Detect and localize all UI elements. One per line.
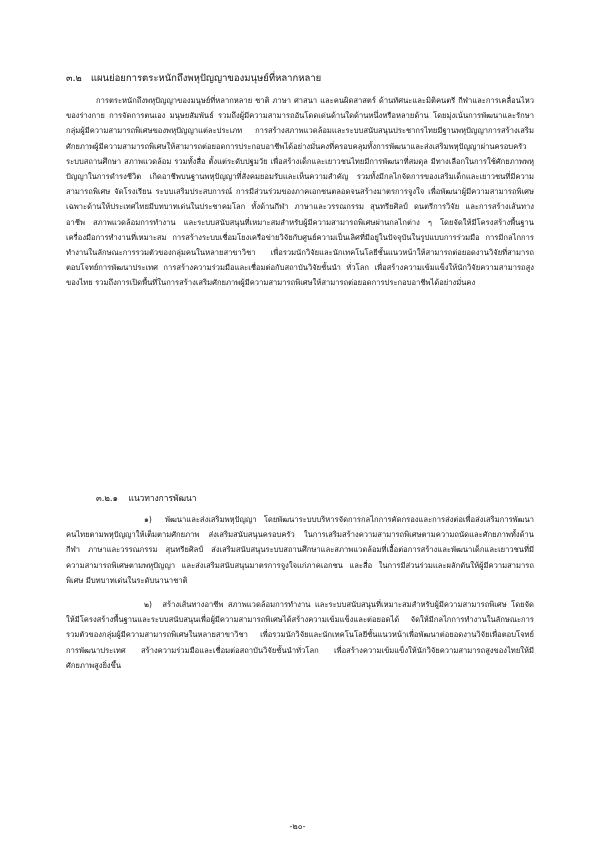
section-heading [66,72,321,85]
list-item [66,597,534,673]
section-title: แผนย่อยการตระหนักถึงพหุปัญญาของมนุษย์ที่หลากหลาย [90,73,322,84]
item-number: ๒) [144,600,152,609]
subsection-number: ๓.๒.๑ [96,493,118,503]
intro-paragraph: การตระหนักถึงพหุปัญญาของมนุษย์ที่หลากหลาย ชาติ ภาษา ศาสนา และคนผิดสาสตร์ ด้านทัศนะและมิติคนตรี กีฬาและการเคลื่อนไหวของร่างกาย การจัดการตนเอง มนุษยสัมพันธ์ รวมถึงผู้มีความสามารถอันโดดเด่นด้านใดด้านหนึ่งหรือหลายด้าน โดยมุ่งเน้นการพัฒนาและรักษากลุ่มผู้มีความสามารถพิเศษของพหุปัญญาแต่ละประเภท การสร้างสภาพแวดล้อมและระบบสนับสนุนประชากรไทยมีฐานพหุปัญญาการสร้างเสริมศักยภาพผู้มีความสามารถพิเศษให้สามารถต่อยอดการประกอบอาชีพได้อย่างมั่นคงที่ครอบคลุมทั้งการพัฒนาและส่งเสริมพหุปัญญาผ่านครอบครัว ระบบสถานศึกษา สภาพแวดล้อม รวมทั้งสื่อ ตั้งแต่ระดับปฐมวัย เพื่อสร้างเด็กและเยาวชนไทยมีการพัฒนาที่สมดุล มีทางเลือกในการใช้ศักยภาพพหุปัญญาในการดำรงชีวิต เกิดอาชีพบนฐานพหุปัญญาที่สังคมยอมรับและเห็นความสำคัญ รวมทั้งมีกลไกจัดการของเสริมเด็กและเยาวชนที่มีความสามารถพิเศษ จัดโรงเรียน ระบบเสริมประสบการณ์ การมีส่วนร่วมของภาคเอกชนตลอดจนสร้างมาตรการจูงใจ เพื่อพัฒนาผู้มีความสามารถพิเศษเฉพาะด้านให้ประเทศไทยมีบทบาทเด่นในประชาคมโลก ทั้งด้านกีฬา ภาษาและวรรณกรรม สุนทรียศิลป์ ดนตรีการวิจัย และการสร้างเส้นทางอาชีพ สภาพแวดล้อมการทำงาน และระบบสนับสนุนที่เหมาะสมสำหรับผู้มีความสามารถพิเศษผ่านกลไกต่าง ๆ โดยจัดให้มีโครงสร้างพื้นฐาน เครื่องมือการทำงานที่เหมาะสม การสร้างระบบเชื่อมโยงเครือข่ายวิจัยกับศูนย์ความเป็นเลิศที่มีอยู่ในปัจจุบันในรูปแบบการร่วมมือ การมีกลไกการทำงานในลักษณะการรวมตัวของกลุ่มคนในหลายสาขาวิชา เพื่อรวมนักวิจัยและนักเทคโนโลยีชั้นแนวหน้าให้สามารถต่อยอดงานวิจัยที่สามารถตอบโจทย์การพัฒนาประเทศ การสร้างความร่วมมือและเชื่อมต่อกับสถาบันวิจัยชั้นนำ ทั่วโลก เพื่อสร้างความเข้มแข็งให้นักวิจัยความสามารถสูงของไทย รวมถึงการเปิดพื้นที่ในการสร้างเสริมศักยภาพผู้มีความสามารถพิเศษให้สามารถต่อยอดการประกอบอาชีพได้อย่างมั่นคง [66,96,534,288]
subsection-title: แนวทางการพัฒนา [128,493,197,503]
subsection-heading [96,492,196,504]
item-number: ๑) [144,515,152,524]
section-number: ๓.๒ [66,73,82,84]
list-item [66,512,534,588]
item-text: พัฒนาและส่งเสริมพหุปัญญา โดยพัฒนาระบบบริหารจัดการกลไกการคัดกรองและการส่งต่อเพื่อส่งเสริมการพัฒนาคนไทยตามพหุปัญญาให้เต็มตามศักยภาพ ส่งเสริมสนับสนุนครอบครัว ในการเสริมสร้างความสามารถพิเศษตามความถนัดและศักยภาพทั้งด้านกีฬา ภาษาและวรรณกรรม สุนทรียศิลป์ ส่งเสริมสนับสนุนระบบสถานศึกษาและสภาพแวดล้อมที่เอื้อต่อการสร้างและพัฒนาเด็กและเยาวชนที่มีความสามารถพิเศษตามพหุปัญญา และส่งเสริมสนับสนุนมาตรการจูงใจแก่ภาคเอกชน และสื่อ ในการมีส่วนร่วมและผลักดันให้ผู้มีความสามารถพิเศษ มีบทบาทเด่นในระดับนานาชาติ [66,515,534,585]
page-number: -๒๐- [289,822,306,831]
item-text: สร้างเส้นทางอาชีพ สภาพแวดล้อมการทำงาน และระบบสนับสนุนที่เหมาะสมสำหรับผู้มีความสามารถพิเศษ โดยจัดให้มีโครงสร้างพื้นฐานและระบบสนับสนุนเพื่อผู้มีความสามารถพิเศษได้สร้างความเข้มแข็งและต่อยอดได้ จัดให้มีกลไกการทำงานในลักษณะการรวมตัวของกลุ่มผู้มีความสามารถพิเศษในหลายสาขาวิชา เพื่อรวมนักวิจัยและนักเทคโนโลยีชั้นแนวหน้าเพื่อพัฒนาต่อยอดงานวิจัยเพื่อตอบโจทย์การพัฒนาประเทศ สร้างความร่วมมือและเชื่อมต่อสถาบันวิจัยชั้นนำทั่วโลก เพื่อสร้างความเข้มแข็งให้นักวิจัยความสามารถสูงของไทยให้มีศักยภาพสูงยิ่งขึ้น [66,600,534,670]
